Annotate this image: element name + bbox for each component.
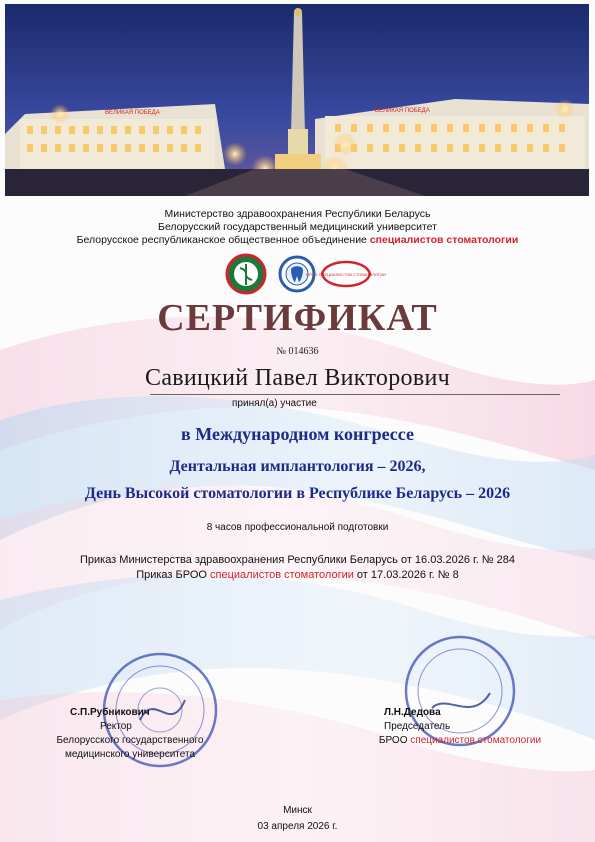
rector-position: Ректор: [100, 721, 132, 732]
victory-square-photo: [5, 4, 589, 196]
bsmu-emblem-icon: [227, 255, 265, 293]
chair-org: БРОО специалистов стоматологии: [378, 735, 542, 746]
issue-date: 03 апреля 2026 г.: [257, 821, 338, 832]
photo-sign-left: ВЕЛИКАЯ ПОБЕДА: [105, 110, 160, 116]
svg-text:БРОО СПЕЦИАЛИСТОВ СТОМАТОЛОГИИ: БРОО СПЕЦИАЛИСТОВ СТОМАТОЛОГИИ: [306, 272, 386, 277]
right-signature-block: [340, 706, 580, 748]
recipient-name: Савицкий Павел Викторович: [145, 365, 450, 391]
broo-dental-logo: [306, 262, 386, 286]
photo-sign-right: ВЕЛИКАЯ ПОБЕДА: [375, 108, 430, 114]
association-line: Белорусское республиканское общественное объединение специалистов стоматологии: [76, 234, 519, 246]
event-line-2: Дентальная имплантология – 2026,: [169, 458, 426, 475]
chair-position: Председатель: [384, 721, 451, 732]
order-1: Приказ Министерства здравоохранения Республики Беларусь от 16.03.2026 г. № 284: [79, 554, 516, 566]
university-line: Белорусский государственный медицинский университет: [158, 221, 437, 233]
left-signature-block: [30, 706, 230, 762]
rector-org-1: Белорусского государственного: [56, 735, 204, 746]
ministry-line: Министерство здравоохранения Республики Беларусь: [164, 208, 431, 220]
rector-name: С.П.Рубникович: [70, 707, 150, 718]
hours-text: 8 часов профессиональной подготовки: [206, 522, 389, 533]
event-line-1: в Международном конгрессе: [181, 424, 414, 444]
order-2: Приказ БРОО специалистов стоматологии от 17.03.2026 г. № 8: [136, 569, 459, 581]
order-2-highlight: специалистов стоматологии: [210, 569, 354, 581]
logos-row: [0, 252, 595, 300]
certificate-title: СЕРТИФИКАТ: [157, 297, 438, 339]
certificate-number: № 014636: [276, 346, 319, 357]
name-underline: [150, 394, 560, 395]
org-header: [0, 208, 595, 247]
chair-name: Л.Н.Дедова: [384, 707, 441, 718]
rector-org-2: медицинского университета: [64, 749, 196, 760]
chair-org-highlight: специалистов стоматологии: [410, 735, 542, 746]
city: Минск: [283, 805, 312, 816]
association-highlight: специалистов стоматологии: [369, 234, 519, 246]
event-line-3: День Высокой стоматологии в Республике Беларусь – 2026: [84, 485, 511, 502]
participation-text: принял(а) участие: [232, 398, 317, 409]
